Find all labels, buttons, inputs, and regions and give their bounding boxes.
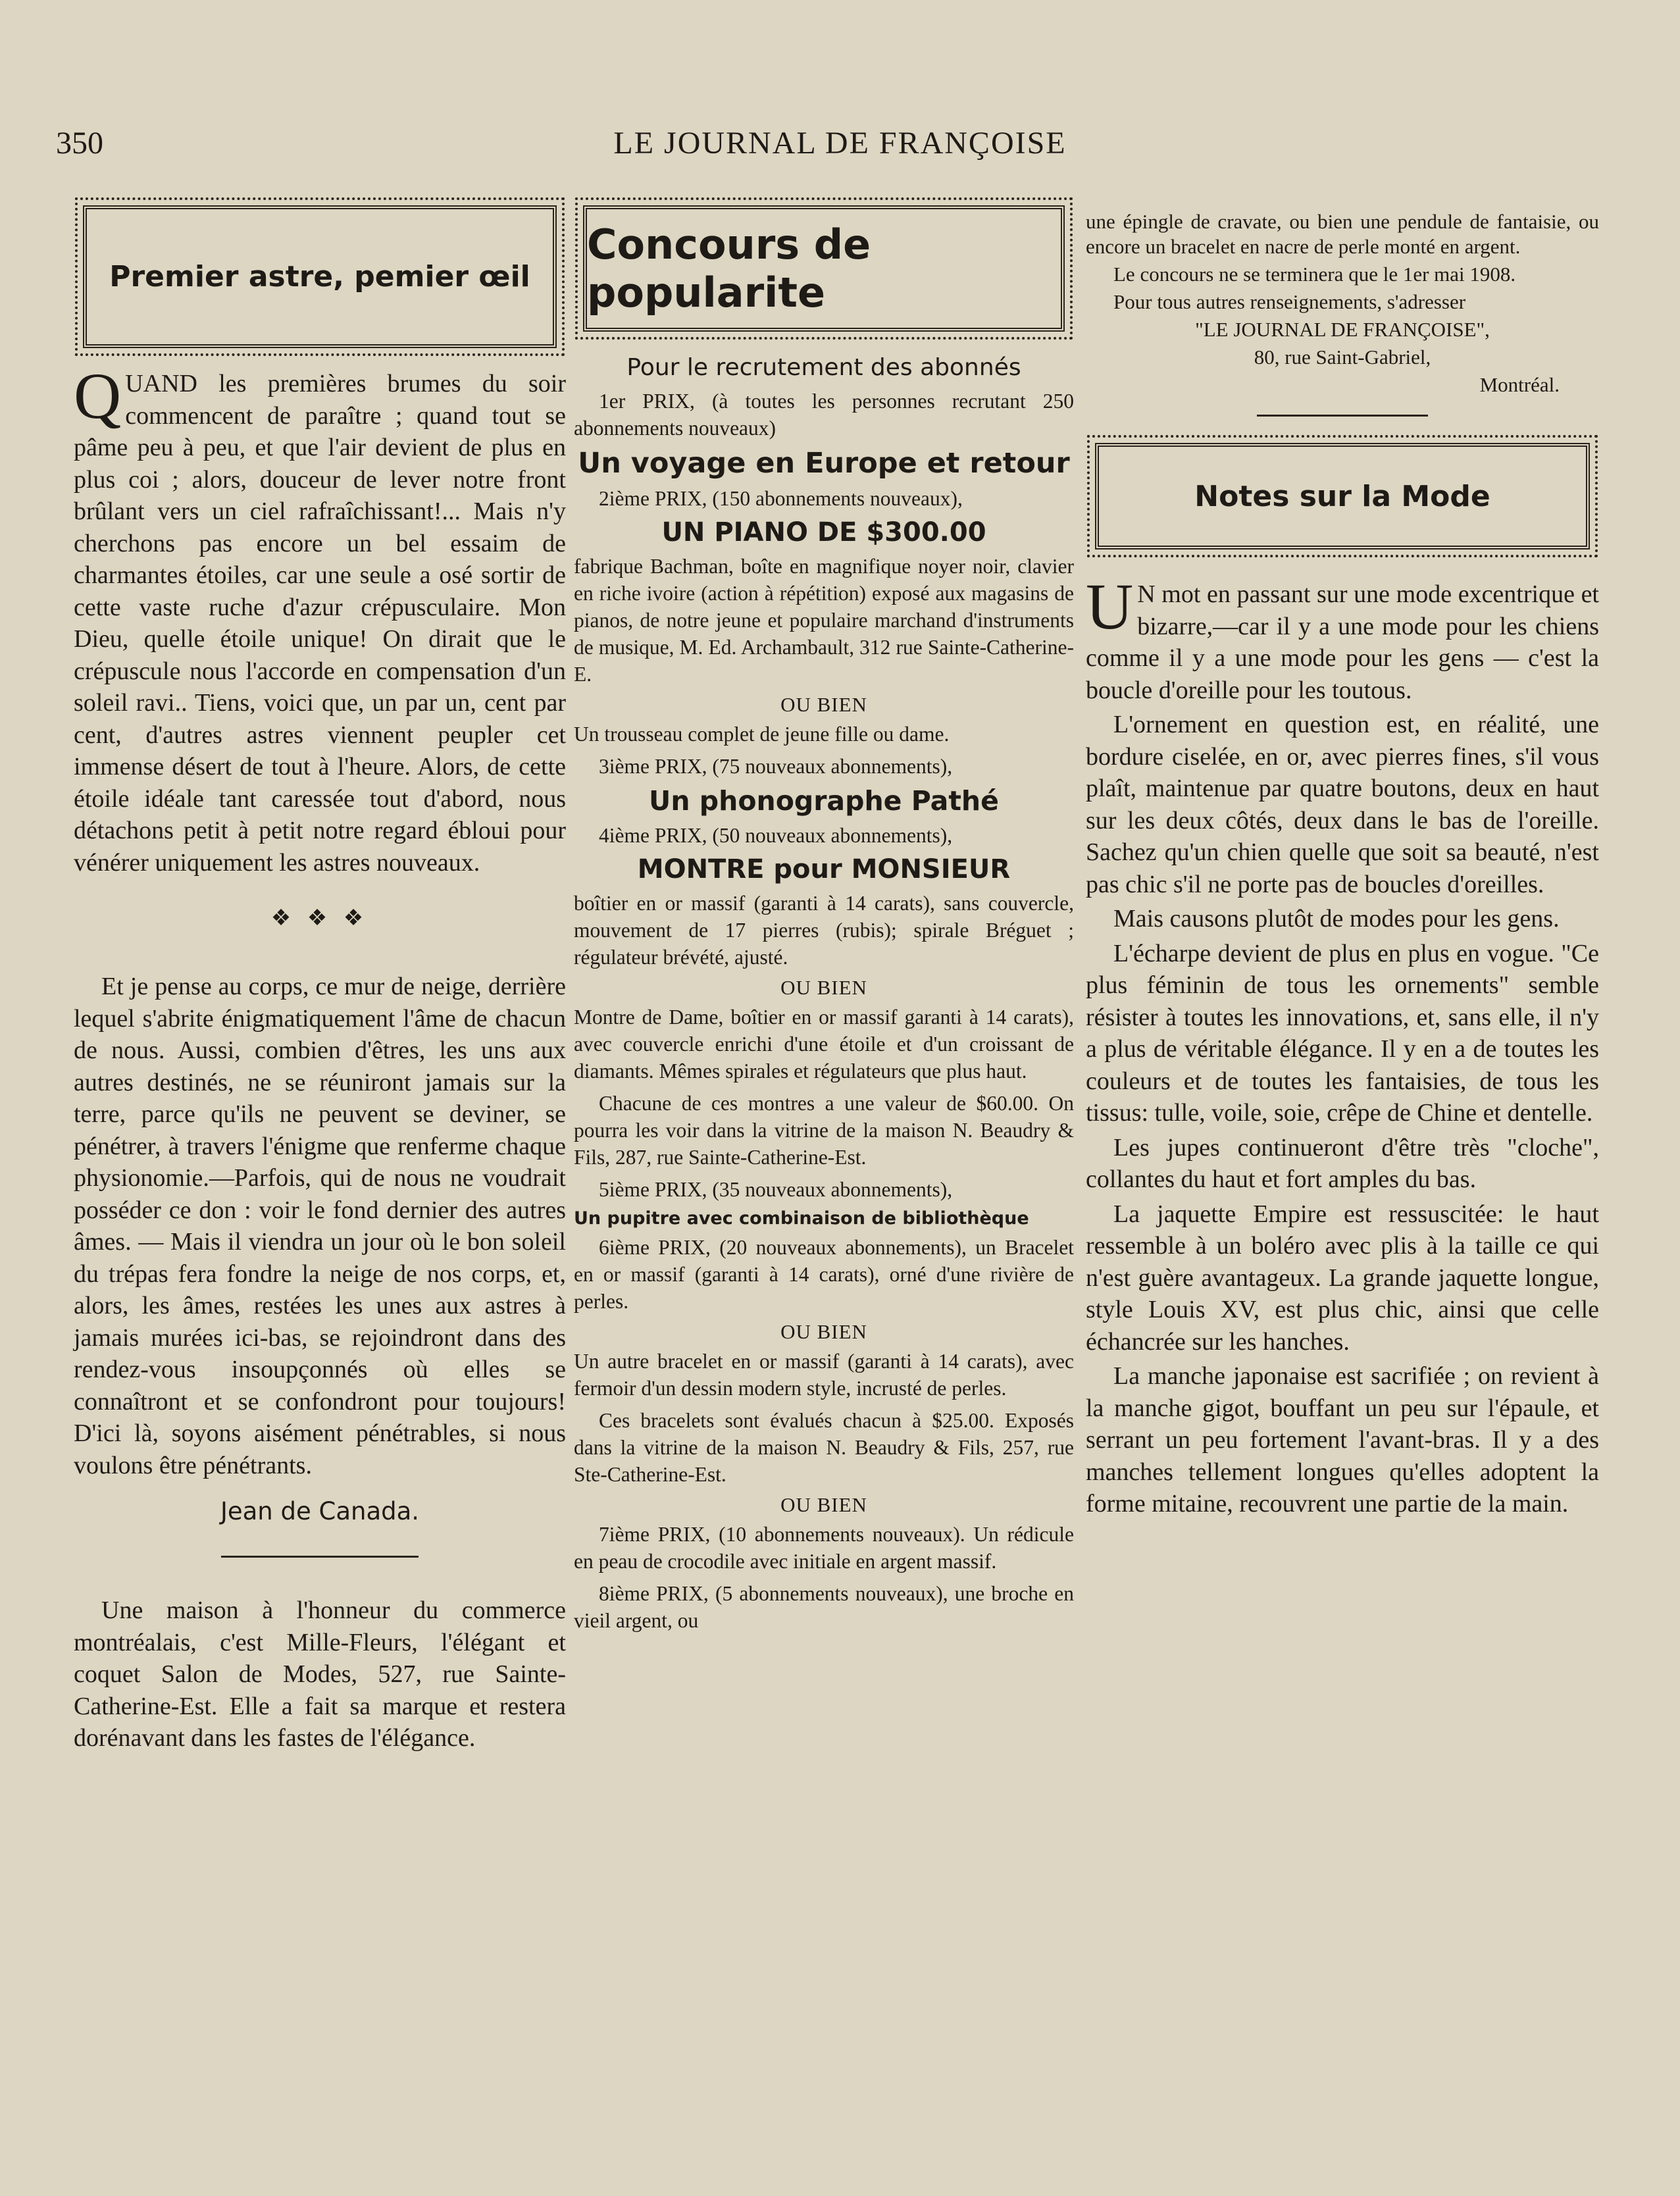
contest-continued-text: Pour tous autres renseignements, s'adresser (1113, 290, 1466, 313)
contest-subtitle: Pour le recrutement des abonnés (626, 354, 1021, 381)
article-paragraph: Les jupes continueront d'être très "cloche", collantes du haut et fort amples du bas. (1086, 1133, 1599, 1193)
prize-heading: Un pupitre avec combinaison de bibliothèque (574, 1208, 1029, 1229)
article-paragraph: L'écharpe devient de plus en plus en vogue. "Ce plus féminin de tous les ornements" semble résister à toutes les innovations, et, sans elle, il n'y a plus de véritable élégance. Il y en a de toutes les couleurs et de toutes les fantaisies, de tous les tissus: tulle, voile, soie, crêpe de Chine et dentelle. (1086, 939, 1599, 1127)
prize-text: fabrique Bachman, boîte en magnifique noyer noir, clavier en riche ivoire (action à répétition) exposé aux magasins de pianos, de notre jeune et populaire marchand d'instruments de musique, M. Ed. Archambault, 312 rue Sainte-Catherine-E. (574, 555, 1074, 686)
contest-title-box (583, 205, 1065, 332)
address-line: Montréal. (1479, 373, 1560, 396)
column-right (1086, 209, 1599, 1523)
or-separator: OU BIEN (780, 1320, 867, 1343)
prize-text: 5ième PRIX, (35 nouveaux abonnements), (599, 1178, 953, 1201)
prize-text: 2ième PRIX, (150 abonnements nouveaux), (599, 487, 963, 510)
article-paragraph: L'ornement en question est, en réalité, une bordure ciselée, en or, avec pierres fines, s'il vous plaît, maintenue par quatre boutons, deux en haut sur les deux côtés, deux dans le bas de l'oreille. Sachez qu'un chien quelle que soit sa beauté, n'est pas chic s'il ne porte pas de boucles d'oreilles. (1086, 711, 1599, 898)
prize-text: Chacune de ces montres a une valeur de $60.00. On pourra les voir dans la vitrine de la maison N. Beaudry & Fils, 287, rue Sainte-Catherine-Est. (574, 1092, 1074, 1169)
or-separator: OU BIEN (780, 693, 867, 716)
prize-text: 3ième PRIX, (75 nouveaux abonnements), (599, 755, 953, 778)
divider (1257, 415, 1428, 417)
or-separator: OU BIEN (780, 1493, 867, 1516)
prize-text: 7ième PRIX, (10 abonnements nouveaux). Un rédicule en peau de crocodile avec initiale en argent massif. (574, 1523, 1074, 1573)
article-paragraph: UN mot en passant sur une mode excentrique et bizarre,—car il y a une mode pour les chiens comme il y a une mode pour les gens — c'est la boucle d'oreille pour les toutous. (1086, 570, 1599, 704)
article-paragraph: QUAND les premières brumes du soir commencent de paraître ; quand tout se pâme peu à peu, et que l'air devient de plus en plus coi ; alors, douceur de lever notre front brûlant vers un ciel rafraîchissant!... Mais n'y cherchons pas encore un bel essaim de charmantes étoiles, car une seule a osé sortir de cette vaste ruche d'azur crépusculaire. Mon Dieu, quelle étoile unique! On dirait que le crépuscule nous l'accorde en compensation d'un soleil ravi.. Tiens, voici que, un par un, cent par cent, d'autres astres viennent peupler cet immense désert de tout à l'heure. Alors, de cette étoile idéale tant caressée tout d'abord, nous détachons petit à petit notre regard ébloui pour vénérer uniquement les astres nouveaux. (74, 359, 566, 877)
prize-text: Montre de Dame, boîtier en or massif garanti à 14 carats), avec couvercle enrichi d'une étoile et d'un croissant de diamants. Mêmes spirales et régulateurs que plus haut. (574, 1006, 1074, 1083)
prize-text: Un autre bracelet en or massif (garanti à 14 carats), avec fermoir d'un dessin modern style, incrusté de perles. (574, 1350, 1074, 1400)
divider (221, 1556, 419, 1558)
running-head (0, 125, 1680, 171)
author-signature: Jean de Canada. (220, 1497, 420, 1525)
article-paragraph: La jaquette Empire est ressuscitée: le haut ressemble à un boléro avec plis à la taille ce qui n'est guère avantageux. La grande jaquette longue, style Louis XV, est plus chic, ainsi que celle échancrée sur les hanches. (1086, 1200, 1599, 1356)
journal-title: LE JOURNAL DE FRANÇOISE (613, 126, 1067, 161)
section-ornament: ❖ ❖ ❖ (270, 906, 369, 931)
prize-text: 6ième PRIX, (20 nouveaux abonnements), un Bracelet en or massif (garanti à 14 carats), orné d'une rivière de perles. (574, 1236, 1074, 1313)
address-line: 80, rue Saint-Gabriel, (1254, 345, 1431, 369)
article-paragraph: Mais causons plutôt de modes pour les gens. (1113, 905, 1560, 932)
address-line: "LE JOURNAL DE FRANÇOISE", (1195, 318, 1490, 341)
prize-text: 4ième PRIX, (50 nouveaux abonnements), (599, 824, 953, 847)
prize-heading: Un phonographe Pathé (649, 785, 999, 817)
contest-continued-text: Le concours ne se terminera que le 1er mai 1908. (1113, 263, 1516, 286)
article-title-box (83, 205, 557, 348)
page-number: 350 (56, 126, 103, 161)
prize-heading: Un voyage en Europe et retour (578, 447, 1070, 480)
prize-heading: UN PIANO DE $300.00 (661, 517, 986, 548)
column-middle (574, 197, 1074, 1639)
fashion-title: Notes sur la Mode (1194, 479, 1490, 513)
column-left (74, 197, 566, 1757)
or-separator: OU BIEN (780, 976, 867, 999)
article-paragraph: La manche japonaise est sacrifiée ; on revient à la manche gigot, bouffant un peu sur l'épaule, et serrant un peu fortement l'avant-bras. Il y a des manches tellement longues qu'elles adoptent la forme mitaine, recouvrent une partie de la main. (1086, 1362, 1599, 1518)
prize-text: Ces bracelets sont évalués chacun à $25.00. Exposés dans la vitrine de la maison N. Beaudry & Fils, 257, rue Ste-Catherine-Est. (574, 1409, 1074, 1486)
article-title: Premier astre, pemier œil (109, 260, 530, 294)
prize-text: Un trousseau complet de jeune fille ou dame. (574, 723, 950, 746)
prize-text: 1er PRIX, (à toutes les personnes recrutant 250 abonnements nouveaux) (574, 390, 1074, 440)
contest-title: Concours de popularite (587, 220, 871, 317)
prize-heading: MONTRE pour MONSIEUR (637, 854, 1011, 884)
article-paragraph: Et je pense au corps, ce mur de neige, derrière lequel s'abrite énigmatiquement l'âme de chacun de nous. Aussi, combien d'êtres, les uns aux autres destinés, ne se réuniront jamais sur la terre, parce qu'ils ne peuvent se deviner, se pénétrer, à travers l'énigme que renferme chaque physionomie.—Parfois, qui de nous ne voudrait posséder ce don : voir le fond dernier des autres âmes. — Mais il viendra un jour où le bon soleil du trépas fera fondre la neige de nos corps, et, alors, les âmes, restées les unes aux astres à jamais murées ici-bas, se rejoindront dans des rendez-vous insoupçonnés où elles se connaîtront et se confondront pour toujours! D'ici là, soyons aisément pénétrables, si nous voulons être pénétrants. (74, 973, 566, 1479)
prize-text: boîtier en or massif (garanti à 14 carats), sans couvercle, mouvement de 17 pierres (rubis); spirale Bréguet ; régulateur brévété, ajusté. (574, 892, 1074, 969)
article-paragraph: Une maison à l'honneur du commerce montréalais, c'est Mille-Fleurs, l'élégant et coquet Salon de Modes, 527, rue Sainte-Catherine-Est. Elle a fait sa marque et restera dorénavant dans les fastes de l'élégance. (74, 1596, 566, 1752)
prize-text: 8ième PRIX, (5 abonnements nouveaux), une broche en vieil argent, ou (574, 1582, 1074, 1632)
fashion-title-box (1095, 443, 1590, 549)
contest-continued-text: une épingle de cravate, ou bien une pendule de fantaisie, ou encore un bracelet en nacre de perle monté en argent. (1086, 210, 1599, 258)
